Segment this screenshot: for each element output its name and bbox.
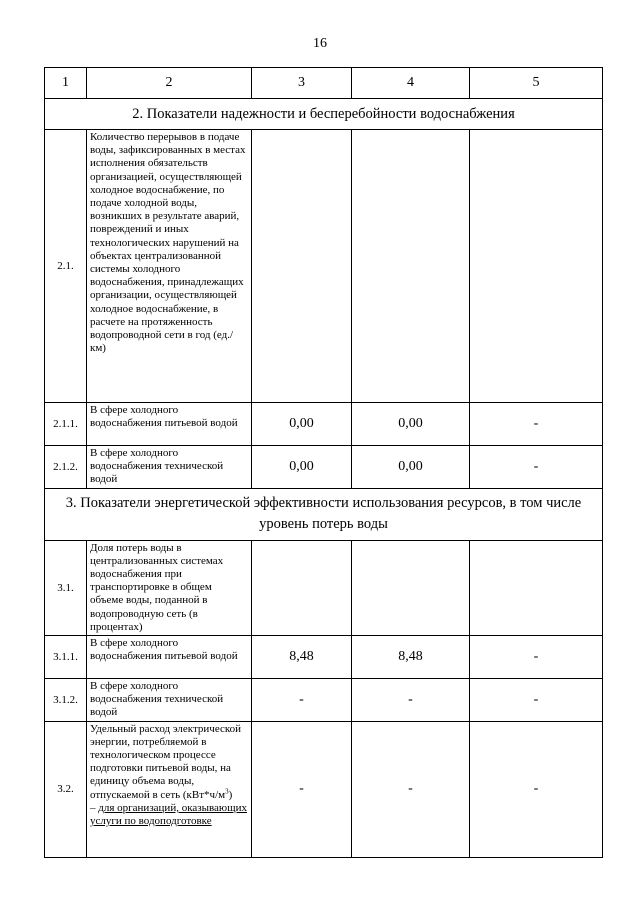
row-description: В сфере холодного водоснабжения технической водой — [87, 446, 252, 489]
row-description: В сфере холодного водоснабжения технической водой — [87, 679, 252, 722]
row-number: 3.1. — [45, 540, 87, 635]
value-col-5 — [470, 130, 603, 403]
table-row — [45, 540, 603, 635]
header-col-5: 5 — [470, 68, 603, 99]
header-col-1: 1 — [45, 68, 87, 99]
table-row — [45, 636, 603, 679]
value-col-4 — [352, 130, 470, 403]
value-col-5: - — [470, 403, 603, 446]
value-col-3: 0,00 — [252, 446, 352, 489]
row-number: 2.1.2. — [45, 446, 87, 489]
row-description: Доля потерь воды в централизованных системах водоснабжения при транспортировке в общем объеме воды, поданной в водопроводную сеть (в процентах) — [87, 540, 252, 635]
description-text: Удельный расход электрической энергии, потребляемой в технологическом процессе подготовки питьевой воды, на единицу объема воды, отпускаемой в сеть (кВт*ч/м — [90, 722, 242, 801]
row-description: В сфере холодного водоснабжения питьевой водой — [87, 403, 252, 446]
header-col-2: 2 — [87, 68, 252, 99]
section-row — [45, 99, 603, 130]
table-row — [45, 446, 603, 489]
row-number: 3.2. — [45, 721, 87, 857]
description-dash: – — [90, 801, 99, 814]
value-col-3: 0,00 — [252, 403, 352, 446]
value-col-4: 0,00 — [352, 403, 470, 446]
header-row — [45, 68, 603, 99]
value-col-5 — [470, 540, 603, 635]
value-col-5: - — [470, 636, 603, 679]
page-number: 16 — [313, 36, 327, 51]
section-title-3: 3. Показатели энергетической эффективности использования ресурсов, в том числе уровень потерь воды — [45, 488, 603, 540]
value-col-3 — [252, 130, 352, 403]
value-col-5: - — [470, 721, 603, 857]
value-col-3: 8,48 — [252, 636, 352, 679]
value-col-4 — [352, 540, 470, 635]
value-col-4: - — [352, 721, 470, 857]
table-row — [45, 130, 603, 403]
superscript-exponent: 3 — [225, 787, 229, 795]
row-number: 2.1.1. — [45, 403, 87, 446]
header-col-3: 3 — [252, 68, 352, 99]
table-row — [45, 721, 603, 857]
description-close: ) — [228, 788, 233, 801]
value-col-4: 8,48 — [352, 636, 470, 679]
table-row — [45, 403, 603, 446]
value-col-5: - — [470, 679, 603, 722]
header-col-4: 4 — [352, 68, 470, 99]
section-title-2: 2. Показатели надежности и бесперебойности водоснабжения — [45, 99, 603, 130]
underlined-note: для организаций, оказывающих услуги по водоподготовке — [90, 801, 248, 828]
value-col-4: - — [352, 679, 470, 722]
row-number: 2.1. — [45, 130, 87, 403]
value-col-3 — [252, 540, 352, 635]
value-col-4: 0,00 — [352, 446, 470, 489]
section-row — [45, 488, 603, 540]
value-col-5: - — [470, 446, 603, 489]
value-col-3: - — [252, 679, 352, 722]
row-description: Количество перерывов в подаче воды, зафиксированных в местах исполнения обязательств организацией, осуществляющей холодное водоснабжение, по подаче холодной воды, возникших в результате аварий, повреждений и иных технологических нарушений на объектах централизованной системы холодного водоснабжения, принадлежащих организации, осуществляющей холодное водоснабжение, в расчете на протяженность водопроводной сети в год (ед./км) — [87, 130, 252, 403]
row-description: В сфере холодного водоснабжения питьевой водой — [87, 636, 252, 679]
row-number: 3.1.1. — [45, 636, 87, 679]
table-row — [45, 679, 603, 722]
row-description — [87, 721, 252, 857]
indicators-table — [44, 67, 603, 858]
value-col-3: - — [252, 721, 352, 857]
row-number: 3.1.2. — [45, 679, 87, 722]
